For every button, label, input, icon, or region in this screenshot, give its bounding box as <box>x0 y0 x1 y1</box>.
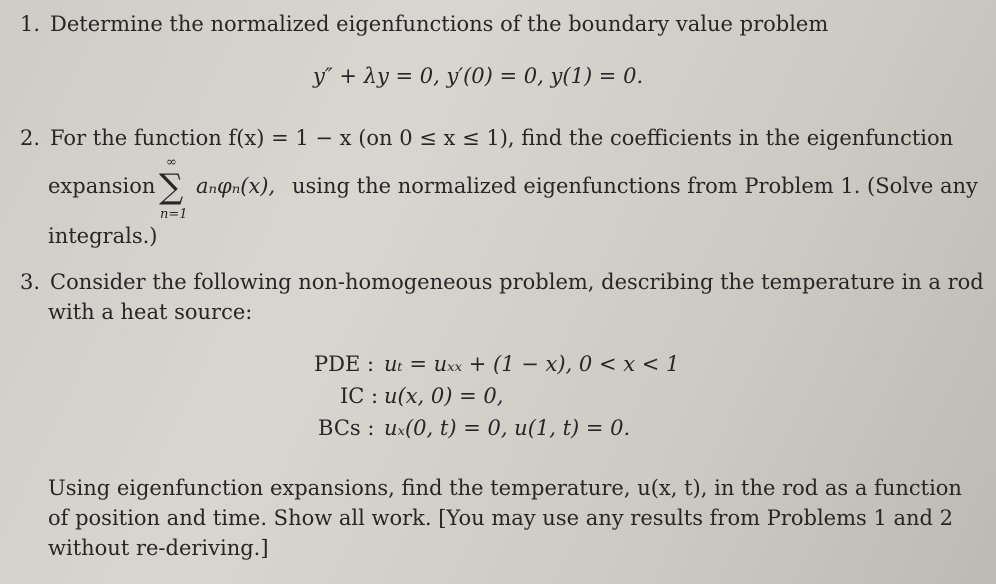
problem-2-number: 2. <box>20 126 41 150</box>
sum-symbol: ∑ <box>159 167 184 207</box>
problem-3-line2: with a heat source: <box>48 300 253 324</box>
problem-2-expansion-word: expansion <box>48 174 156 198</box>
problem-2-line3: integrals.) <box>48 224 158 248</box>
problem-1-number: 1. <box>20 12 41 36</box>
problem-3-line1: Consider the following non-homogeneous problem, describing the temperature in a rod <box>50 270 984 294</box>
problem-2-line2: using the normalized eigenfunctions from Problem 1. (Solve any <box>292 174 978 198</box>
problem-1-equation: y″ + λy = 0, y′(0) = 0, y(1) = 0. <box>313 64 644 88</box>
problem-2-line1: For the function f(x) = 1 − x (on 0 ≤ x ≤ 1), find the coefficients in the eigenfunction <box>50 126 954 150</box>
pde-equation: uₜ = uₓₓ + (1 − x), 0 < x < 1 <box>384 352 680 376</box>
pde-label: PDE : <box>314 352 375 376</box>
problem-3-number: 3. <box>20 270 41 294</box>
sum-term: aₙφₙ(x), <box>196 174 276 198</box>
problem-3-closing-3: without re-deriving.] <box>48 536 269 560</box>
sum-upper-limit: ∞ <box>166 155 177 170</box>
bc-equation: uₓ(0, t) = 0, u(1, t) = 0. <box>384 416 631 440</box>
problem-1-text: Determine the normalized eigenfunctions of the boundary value problem <box>50 12 829 36</box>
ic-label: IC : <box>340 384 379 408</box>
sum-lower-limit: n=1 <box>160 207 188 222</box>
problem-3-closing-2: of position and time. Show all work. [You may use any results from Problems 1 and 2 <box>48 506 954 530</box>
problem-3-closing-1: Using eigenfunction expansions, find the temperature, u(x, t), in the rod as a function <box>48 476 962 500</box>
bc-label: BCs : <box>318 416 375 440</box>
ic-equation: u(x, 0) = 0, <box>384 384 504 408</box>
